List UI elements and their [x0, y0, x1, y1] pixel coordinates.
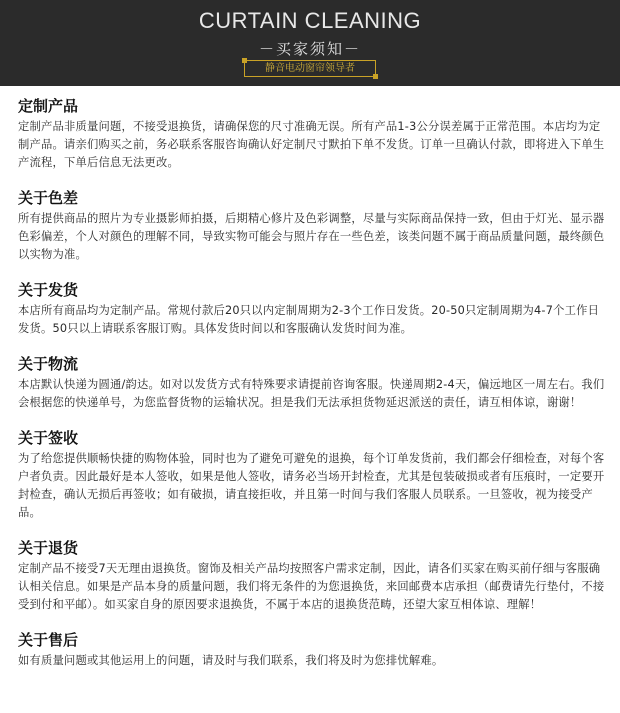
section-body: 本店所有商品均为定制产品。常规付款后20只以内定制周期为2-3个工作日发货。20-50只定制周期为4-7个工作日发货。50只以上请联系客服订购。具体发货时间以和客服确认发货时间为准。 [18, 304, 600, 335]
section-heading: 关于发货 [18, 281, 79, 299]
section-heading: 关于色差 [18, 189, 79, 207]
section-body: 所有提供商品的照片为专业摄影师拍摄，后期精心修片及色彩调整，尽量与实际商品保持一致，但由于灯光、显示器色彩偏差，个人对颜色的理解不同，导致实物可能会与照片存在一些色差，该类问题不属于商品质量问题，最终颜色以实物为准。 [18, 212, 605, 261]
badge-corner-decoration [373, 74, 378, 79]
section-body: 为了给您提供顺畅快捷的购物体验，同时也为了避免可避免的退换，每个订单发货前，我们都会仔细检查，对每个客户者负责。因此最好是本人签收，如果是他人签收，请务必当场开封检查，尤其是包装破损或者有压痕时，一定要开封检查，确认无损后再签收；如有破损，请直接拒收，并且第一时间与我们客服人员联系。一旦签收，视为接受产品。 [18, 452, 605, 519]
section-body: 本店默认快递为圆通/韵达。如对以发货方式有特殊要求请提前咨询客服。快递周期2-4天，偏远地区一周左右。我们会根据您的快递单号，为您监督货物的运输状况。担是我们无法承担货物延迟派送的责任，请互相体谅，谢谢！ [18, 378, 605, 409]
section-body: 定制产品非质量问题，不接受退换货，请确保您的尺寸准确无误。所有产品1-3公分误差属于正常范围。本店均为定制产品。请亲们购买之前，务必联系客服咨询确认好定制尺寸默拍下单不发货。订单一旦确认付款，即将进入下单生产流程，下单后信息无法更改。 [18, 120, 605, 169]
section-heading: 关于售后 [18, 631, 79, 649]
section-color-difference [18, 188, 620, 264]
section-logistics [18, 354, 620, 412]
section-heading: 关于签收 [18, 429, 79, 447]
section-custom-products [18, 96, 620, 172]
slogan-text: 静音电动窗帘领导者 [265, 63, 355, 74]
section-shipping [18, 280, 620, 338]
section-body: 如有质量问题或其他运用上的问题，请及时与我们联系，我们将及时为您排忧解难。 [18, 654, 444, 667]
section-heading: 关于退货 [18, 539, 79, 557]
notice-content [0, 86, 620, 670]
page-header [0, 0, 620, 86]
section-returns [18, 538, 620, 614]
section-heading: 定制产品 [18, 97, 79, 115]
section-heading: 关于物流 [18, 355, 79, 373]
section-after-sales [18, 630, 620, 670]
section-receipt [18, 428, 620, 522]
badge-corner-decoration [242, 58, 247, 63]
slogan-badge [244, 60, 376, 77]
section-body: 定制产品不接受7天无理由退换货。窗饰及相关产品均按照客户需求定制，因此，请各们买家在购买前仔细与客服确认相关信息。如果是产品本身的质量问题，我们将无条件的为您退换货，来回邮费本店承担（邮费请先行垫付，不接受到付和平邮）。如买家自身的原因要求退换货，不属于本店的退换货范畴，还望大家互相体谅、理解！ [18, 562, 605, 611]
header-title: CURTAIN CLEANING [198, 8, 422, 33]
header-subtitle: －买家须知－ [258, 40, 361, 58]
